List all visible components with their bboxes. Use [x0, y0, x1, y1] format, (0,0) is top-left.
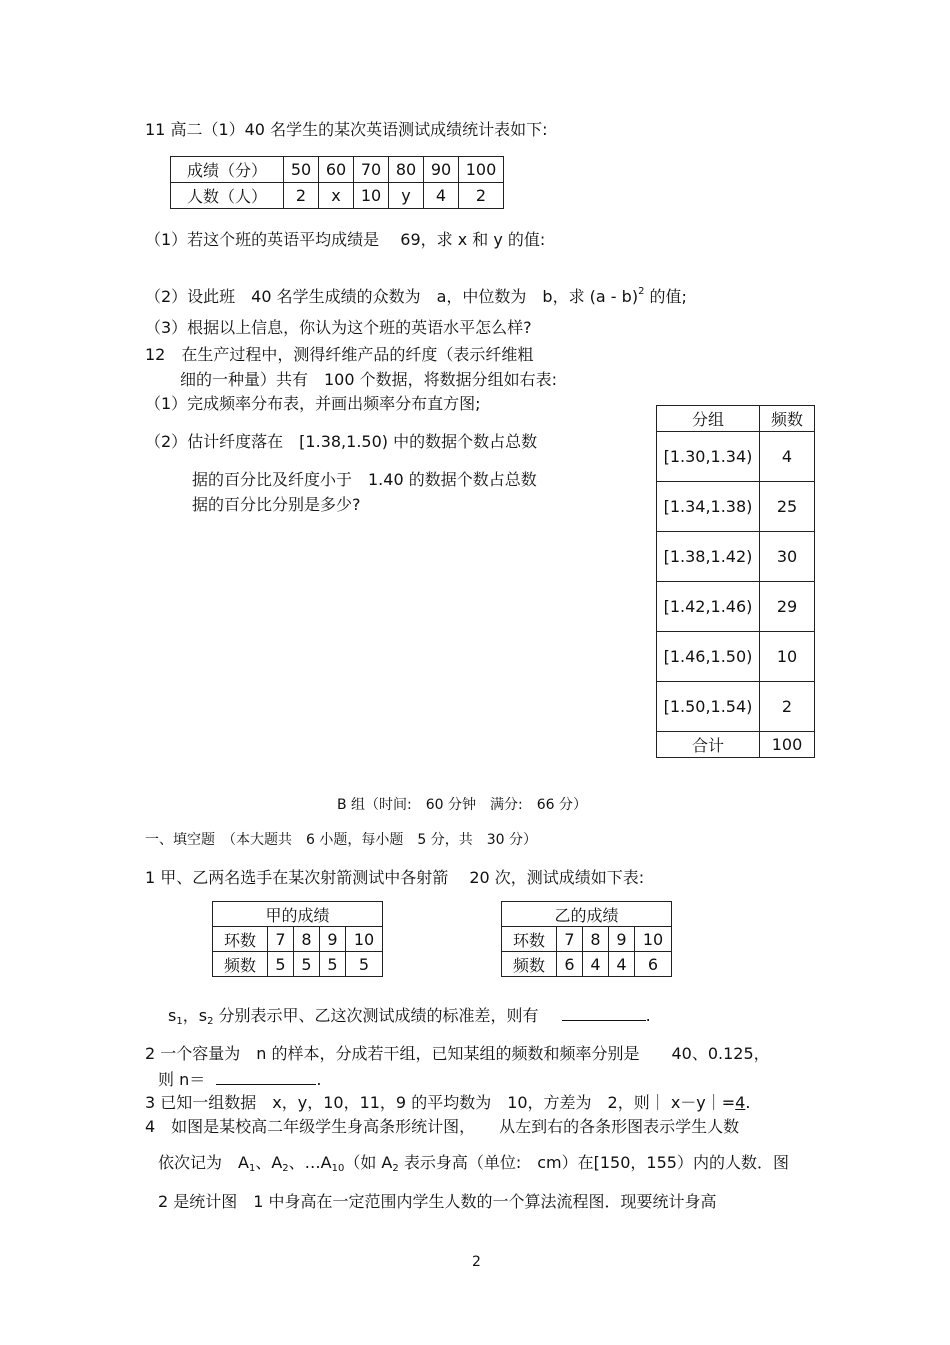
table-cell: 频数 [213, 952, 268, 977]
page-number: 2 [472, 1254, 481, 1270]
q12-line1: 12 在生产过程中，测得纤维产品的纤度（表示纤维粗 [145, 345, 534, 364]
table-cell: 29 [760, 582, 815, 632]
table-row [657, 682, 815, 732]
q11-intro: 11 高二（1）40 名学生的某次英语测试成绩统计表如下: [145, 120, 548, 139]
b3-text: 3 已知一组数据 x，y，10，11，9 的平均数为 10，方差为 2，则｜ x－y｜= [145, 1093, 736, 1112]
period: . [645, 1006, 651, 1025]
table-cell: [1.38,1.42) [657, 532, 760, 582]
table-cell: x [319, 183, 354, 209]
b1-stddev-line [168, 1004, 651, 1032]
b4-text: （如 A [344, 1153, 393, 1172]
table-cell: 2 [760, 682, 815, 732]
table-title-cell: 甲的成绩 [213, 902, 383, 927]
table-cell: 9 [320, 927, 346, 952]
table-cell: 10 [354, 183, 389, 209]
table-cell: 合计 [657, 732, 760, 758]
table-cell: 成绩（分） [171, 157, 284, 183]
section-heading: 一、填空题 （本大题共 6 小题，每小题 5 分，共 30 分） [145, 832, 537, 848]
q12-line2: 细的一种量）共有 100 个数据，将数据分组如右表: [180, 370, 558, 389]
b4-text: 、A [255, 1153, 283, 1172]
table-cell: 4 [609, 952, 635, 977]
table-cell: 60 [319, 157, 354, 183]
period: . [745, 1093, 751, 1112]
s-symbol: s [168, 1006, 177, 1025]
table-cell: 30 [760, 532, 815, 582]
b2-line1: 2 一个容量为 n 的样本，分成若干组，已知某组的频数和频率分别是 40、0.125， [145, 1044, 770, 1063]
table-title-cell: 乙的成绩 [502, 902, 672, 927]
b4-line2 [158, 1153, 789, 1179]
table-row [171, 183, 504, 209]
table-cell: 7 [268, 927, 294, 952]
table-header-row [213, 902, 383, 927]
answer-blank[interactable] [562, 1004, 646, 1021]
table-cell: [1.46,1.50) [657, 632, 760, 682]
b1-stddev-text: 分别表示甲、乙这次测试成绩的标准差，则有 [213, 1006, 539, 1025]
b3-answer: 4 [735, 1093, 746, 1112]
subscript: 2 [392, 1163, 399, 1174]
table-cell: 100 [760, 732, 815, 758]
table-cell: 5 [268, 952, 294, 977]
table-cell: 8 [583, 927, 609, 952]
b4-text: 、…A [288, 1153, 332, 1172]
b4-text: 表示身高（单位: cm）在[150，155）内的人数．图 [398, 1153, 789, 1172]
jia-score-table [212, 901, 383, 977]
table-cell: [1.50,1.54) [657, 682, 760, 732]
subscript: 2 [207, 1016, 214, 1027]
table-cell: [1.34,1.38) [657, 482, 760, 532]
table-cell: 环数 [502, 927, 557, 952]
table-header-row [657, 406, 815, 432]
table-cell: 10 [760, 632, 815, 682]
q11-score-table [170, 156, 504, 209]
table-row [213, 927, 383, 952]
table-row [502, 952, 672, 977]
q12-line3: （1）完成频率分布表，并画出频率分布直方图; [145, 394, 481, 413]
table-cell: 2 [459, 183, 504, 209]
yi-score-table [501, 901, 672, 977]
q11-part2 [145, 282, 687, 307]
q11-part1: （1）若这个班的英语平均成绩是 69，求 x 和 y 的值: [145, 230, 546, 249]
table-row [502, 927, 672, 952]
q12-line6: 据的百分比分别是多少? [192, 495, 361, 514]
table-header-row [502, 902, 672, 927]
b2-line2 [158, 1068, 321, 1090]
table-cell: 4 [583, 952, 609, 977]
table-cell: 4 [760, 432, 815, 482]
table-cell: 80 [389, 157, 424, 183]
table-cell: y [389, 183, 424, 209]
table-cell: 环数 [213, 927, 268, 952]
table-cell: 人数（人） [171, 183, 284, 209]
q11-part3: （3）根据以上信息，你认为这个班的英语水平怎么样? [145, 318, 532, 337]
table-total-row [657, 732, 815, 758]
table-cell: 10 [346, 927, 383, 952]
b4-text: 依次记为 A [158, 1153, 249, 1172]
subscript: 1 [176, 1016, 183, 1027]
q12-line5: 据的百分比及纤度小于 1.40 的数据个数占总数 [192, 470, 537, 489]
table-cell: 6 [635, 952, 672, 977]
table-cell: 90 [424, 157, 459, 183]
table-cell: 100 [459, 157, 504, 183]
table-cell: 8 [294, 927, 320, 952]
table-cell: 50 [284, 157, 319, 183]
table-row [171, 157, 504, 183]
table-cell: 25 [760, 482, 815, 532]
subscript: 2 [282, 1163, 289, 1174]
s-symbol: ，s [182, 1006, 208, 1025]
table-cell: 2 [284, 183, 319, 209]
subscript: 1 [248, 1163, 256, 1174]
table-cell: 频数 [502, 952, 557, 977]
table-cell: 6 [557, 952, 583, 977]
table-cell: [1.42,1.46) [657, 582, 760, 632]
table-cell: 5 [320, 952, 346, 977]
table-cell: 4 [424, 183, 459, 209]
table-row [657, 432, 815, 482]
q11-part2-text: （2）设此班 40 名学生成绩的众数为 a，中位数为 b，求 (a - b) [145, 287, 639, 306]
period: . [316, 1070, 322, 1089]
table-cell: [1.30,1.34) [657, 432, 760, 482]
table-row [657, 632, 815, 682]
table-cell: 5 [294, 952, 320, 977]
b4-line1: 4 如图是某校高二年级学生身高条形统计图， 从左到右的各条形图表示学生人数 [145, 1117, 740, 1136]
table-row [657, 582, 815, 632]
table-header-cell: 分组 [657, 406, 760, 432]
table-cell: 10 [635, 927, 672, 952]
table-cell: 7 [557, 927, 583, 952]
table-cell: 9 [609, 927, 635, 952]
answer-blank[interactable] [216, 1068, 316, 1085]
table-header-cell: 频数 [760, 406, 815, 432]
table-cell: 70 [354, 157, 389, 183]
superscript: 2 [638, 286, 645, 297]
b1-intro: 1 甲、乙两名选手在某次射箭测试中各射箭 20 次，测试成绩如下表: [145, 868, 645, 887]
table-row [657, 482, 815, 532]
group-b-title: B 组（时间: 60 分钟 满分: 66 分） [337, 797, 588, 813]
q11-part2-tail: 的值; [644, 287, 687, 306]
b3-line [145, 1093, 750, 1113]
subscript: 10 [331, 1163, 345, 1174]
table-row [657, 532, 815, 582]
q12-frequency-table [656, 405, 815, 758]
b4-line3: 2 是统计图 1 中身高在一定范围内学生人数的一个算法流程图．现要统计身高 [158, 1192, 717, 1211]
table-row [213, 952, 383, 977]
table-cell: 5 [346, 952, 383, 977]
q12-line4: （2）估计纤度落在 [1.38,1.50) 中的数据个数占总数 [145, 432, 538, 451]
b2-label: 则 n＝ [158, 1070, 206, 1089]
